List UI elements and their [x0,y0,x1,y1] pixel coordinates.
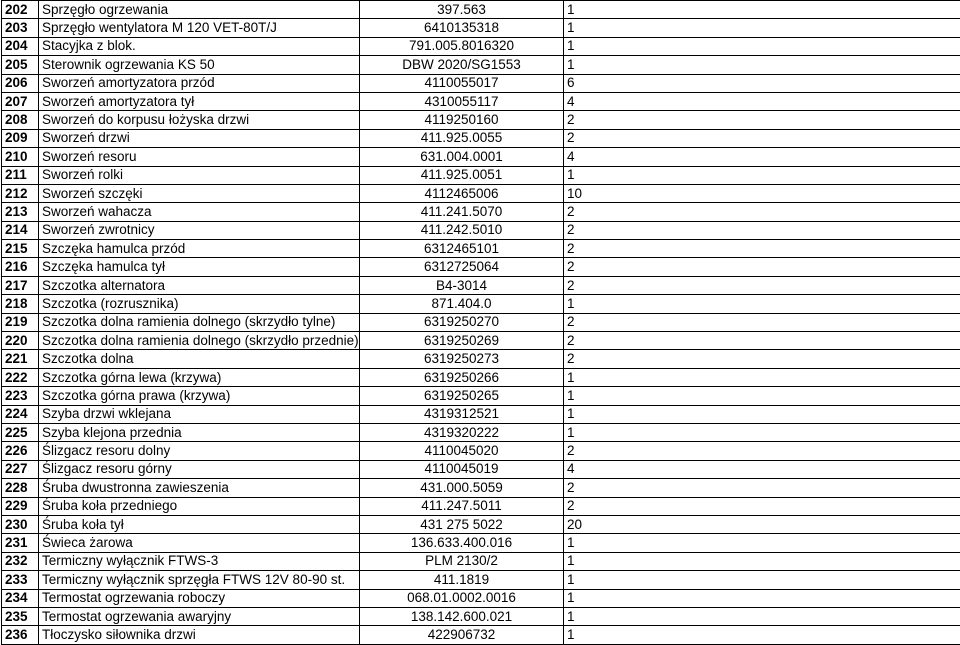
row-number: 228 [2,479,39,497]
part-name: Szczęka hamulca przód [39,240,360,258]
row-number: 217 [2,276,39,294]
part-code: 422906732 [360,626,564,644]
part-quantity: 1 [564,423,960,441]
table-row [2,571,960,589]
row-number: 210 [2,148,39,166]
part-name: Termostat ogrzewania awaryjny [39,607,360,625]
row-number: 214 [2,221,39,239]
table-row [2,497,960,515]
part-quantity: 20 [564,515,960,533]
part-quantity: 2 [564,111,960,129]
part-quantity: 2 [564,442,960,460]
part-quantity: 1 [564,19,960,37]
table-row [2,295,960,313]
row-number: 209 [2,129,39,147]
row-number: 208 [2,111,39,129]
part-quantity: 2 [564,497,960,515]
table-row [2,19,960,37]
part-code: 4110055017 [360,74,564,92]
row-number: 226 [2,442,39,460]
table-row [2,276,960,294]
part-quantity: 1 [564,534,960,552]
row-number: 213 [2,203,39,221]
part-code: 4319320222 [360,423,564,441]
part-quantity: 2 [564,258,960,276]
table-row [2,534,960,552]
part-name: Sterownik ogrzewania KS 50 [39,56,360,74]
part-name: Sworzeń do korpusu łożyska drzwi [39,111,360,129]
table-row [2,221,960,239]
row-number: 203 [2,19,39,37]
table-row [2,74,960,92]
part-name: Szczotka dolna ramienia dolnego (skrzydło przednie) [39,332,360,350]
row-number: 216 [2,258,39,276]
part-quantity: 2 [564,313,960,331]
row-number: 225 [2,423,39,441]
part-quantity: 2 [564,240,960,258]
part-quantity: 2 [564,203,960,221]
part-name: Sprzęgło wentylatora M 120 VET-80T/J [39,19,360,37]
part-code: B4-3014 [360,276,564,294]
table-row [2,423,960,441]
row-number: 206 [2,74,39,92]
part-name: Sprzęgło ogrzewania [39,1,360,19]
part-quantity: 1 [564,571,960,589]
table-row [2,479,960,497]
table-row [2,515,960,533]
part-code: 6319250273 [360,350,564,368]
part-code: 631.004.0001 [360,148,564,166]
part-name: Stacyjka z blok. [39,37,360,55]
part-code: 6319250270 [360,313,564,331]
row-number: 235 [2,607,39,625]
part-quantity: 2 [564,221,960,239]
part-name: Termostat ogrzewania roboczy [39,589,360,607]
part-name: Sworzeń rolki [39,166,360,184]
part-code: 411.925.0051 [360,166,564,184]
table-row [2,258,960,276]
table-row [2,240,960,258]
table-row [2,626,960,644]
part-quantity: 1 [564,387,960,405]
part-quantity: 2 [564,332,960,350]
part-quantity: 1 [564,368,960,386]
part-quantity: 1 [564,56,960,74]
part-name: Śruba dwustronna zawieszenia [39,479,360,497]
part-code: DBW 2020/SG1553 [360,56,564,74]
table-row [2,203,960,221]
part-code: PLM 2130/2 [360,552,564,570]
row-number: 207 [2,92,39,110]
part-code: 6312465101 [360,240,564,258]
part-code: 4112465006 [360,184,564,202]
parts-table-body [2,1,960,645]
part-name: Tłoczysko siłownika drzwi [39,626,360,644]
part-code: 138.142.600.021 [360,607,564,625]
table-row [2,405,960,423]
table-row [2,607,960,625]
part-name: Ślizgacz resoru górny [39,460,360,478]
table-row [2,552,960,570]
part-quantity: 1 [564,589,960,607]
part-code: 411.247.5011 [360,497,564,515]
row-number: 231 [2,534,39,552]
row-number: 236 [2,626,39,644]
part-code: 6319250269 [360,332,564,350]
table-row [2,37,960,55]
table-row [2,111,960,129]
table-row [2,368,960,386]
part-code: 6410135318 [360,19,564,37]
part-name: Śruba koła tył [39,515,360,533]
part-name: Sworzeń amortyzatora tył [39,92,360,110]
part-code: 068.01.0002.0016 [360,589,564,607]
table-row [2,129,960,147]
part-name: Szczotka dolna ramienia dolnego (skrzydło tylne) [39,313,360,331]
part-code: 4110045020 [360,442,564,460]
part-quantity: 1 [564,552,960,570]
part-code: 4110045019 [360,460,564,478]
part-code: 6319250266 [360,368,564,386]
part-quantity: 1 [564,626,960,644]
row-number: 218 [2,295,39,313]
table-row [2,460,960,478]
part-quantity: 2 [564,479,960,497]
part-name: Szczotka górna prawa (krzywa) [39,387,360,405]
part-quantity: 4 [564,148,960,166]
part-name: Sworzeń resoru [39,148,360,166]
part-quantity: 2 [564,350,960,368]
part-name: Szczęka hamulca tył [39,258,360,276]
table-row [2,92,960,110]
part-quantity: 6 [564,74,960,92]
part-name: Szyba klejona przednia [39,423,360,441]
table-row [2,350,960,368]
row-number: 204 [2,37,39,55]
part-quantity: 2 [564,276,960,294]
table-row [2,56,960,74]
part-name: Szczotka dolna [39,350,360,368]
part-code: 4119250160 [360,111,564,129]
part-name: Sworzeń drzwi [39,129,360,147]
part-code: 397.563 [360,1,564,19]
table-row [2,387,960,405]
part-name: Sworzeń zwrotnicy [39,221,360,239]
part-code: 4319312521 [360,405,564,423]
row-number: 230 [2,515,39,533]
table-row [2,184,960,202]
part-code: 136.633.400.016 [360,534,564,552]
table-row [2,1,960,19]
part-code: 4310055117 [360,92,564,110]
part-name: Świeca żarowa [39,534,360,552]
row-number: 211 [2,166,39,184]
row-number: 233 [2,571,39,589]
row-number: 223 [2,387,39,405]
row-number: 202 [2,1,39,19]
table-row [2,313,960,331]
parts-table [1,0,960,645]
table-row [2,332,960,350]
table-row [2,166,960,184]
part-name: Szyba drzwi wklejana [39,405,360,423]
part-name: Sworzeń wahacza [39,203,360,221]
part-quantity: 4 [564,460,960,478]
row-number: 219 [2,313,39,331]
part-code: 871.404.0 [360,295,564,313]
part-quantity: 1 [564,37,960,55]
row-number: 215 [2,240,39,258]
part-quantity: 10 [564,184,960,202]
part-code: 411.241.5070 [360,203,564,221]
row-number: 227 [2,460,39,478]
table-row [2,148,960,166]
row-number: 232 [2,552,39,570]
row-number: 221 [2,350,39,368]
part-quantity: 4 [564,92,960,110]
row-number: 212 [2,184,39,202]
part-code: 431.000.5059 [360,479,564,497]
part-name: Sworzeń amortyzatora przód [39,74,360,92]
part-quantity: 1 [564,295,960,313]
part-quantity: 1 [564,1,960,19]
part-name: Termiczny wyłącznik FTWS-3 [39,552,360,570]
part-code: 6319250265 [360,387,564,405]
part-name: Sworzeń szczęki [39,184,360,202]
part-name: Szczotka (rozrusznika) [39,295,360,313]
row-number: 205 [2,56,39,74]
part-code: 411.242.5010 [360,221,564,239]
row-number: 220 [2,332,39,350]
row-number: 234 [2,589,39,607]
row-number: 224 [2,405,39,423]
part-name: Szczotka alternatora [39,276,360,294]
table-row [2,589,960,607]
part-code: 431 275 5022 [360,515,564,533]
part-quantity: 1 [564,166,960,184]
part-code: 791.005.8016320 [360,37,564,55]
table-row [2,442,960,460]
part-name: Śruba koła przedniego [39,497,360,515]
part-code: 411.925.0055 [360,129,564,147]
part-quantity: 1 [564,405,960,423]
part-name: Ślizgacz resoru dolny [39,442,360,460]
row-number: 229 [2,497,39,515]
part-quantity: 1 [564,607,960,625]
part-code: 6312725064 [360,258,564,276]
row-number: 222 [2,368,39,386]
part-code: 411.1819 [360,571,564,589]
part-name: Termiczny wyłącznik sprzęgła FTWS 12V 80-90 st. [39,571,360,589]
part-name: Szczotka górna lewa (krzywa) [39,368,360,386]
part-quantity: 2 [564,129,960,147]
